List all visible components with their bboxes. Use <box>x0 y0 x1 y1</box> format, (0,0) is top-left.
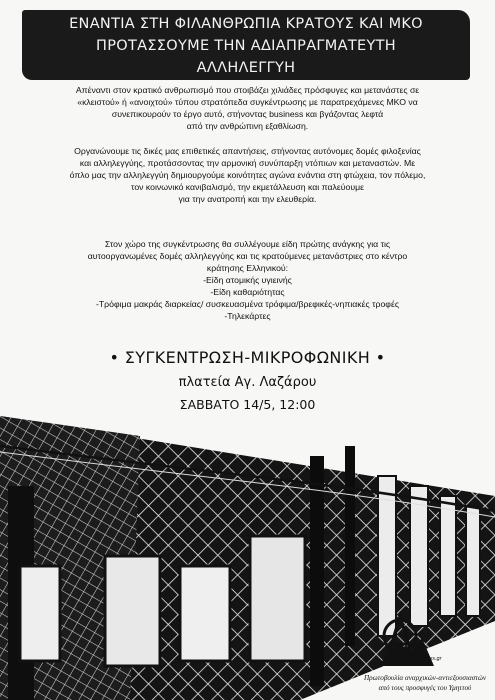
text-line: Απέναντι στον κρατικό ανθρωπισμό που στοιβάζει χιλιάδες πρόσφυγες και μετανάστες σε <box>75 85 420 95</box>
list-item: -Είδη ατομικής υγιεινής <box>203 275 292 285</box>
header-line-1: ΕΝΑΝΤΙΑ ΣΤΗ ΦΙΛΑΝΘΡΩΠΙΑ ΚΡΑΤΟΥΣ ΚΑΙ ΜΚΟ <box>69 16 423 32</box>
text-line: από την ανθρώπινη εξαθλίωση. <box>186 121 309 131</box>
block-letter <box>410 486 428 626</box>
organization-website: anarchypress.gr <box>402 656 442 662</box>
organization-signature <box>360 612 490 698</box>
text-line: για την ανατροπή και την ελευθερία. <box>178 194 317 204</box>
event-date: ΣΑΒΒΑΤΟ 14/5, 12:00 <box>179 397 316 412</box>
organization-subtitle: από τους προσφυγές του Υμηττού <box>378 684 472 692</box>
block-letter <box>20 566 60 661</box>
list-item: -Είδη καθαριότητας <box>210 287 285 297</box>
fence-post <box>345 446 355 646</box>
text-line: κράτησης Ελληνικού: <box>206 263 289 273</box>
list-item: -Τρόφιμα μακράς διαρκείας/ συσκευασμένα τρόφιμα/βρεφικές-νηπιακές τροφές <box>95 299 400 309</box>
block-letter <box>440 496 456 616</box>
collection-paragraph <box>14 238 481 322</box>
text-line: Στον χώρο της συγκέντρωσης θα συλλέγουμε είδη πρώτης ανάγκης για τις <box>104 239 391 249</box>
header-line-3: ΑΛΛΗΛΕΓΓΥΗ <box>196 60 296 76</box>
text-line: αυτοοργανωμένες δομές αλληλεγγύης και τις κρατούμενες μετανάστριες στο κέντρο <box>87 251 408 261</box>
text-line: «κλειστού» ή «ανοιχτού» τύπου στρατόπεδα συγκέντρωσης με παρατρεχάμενες ΜΚΟ να <box>77 97 418 107</box>
text-line: και αλληλεγγύης, προτάσσοντας την αρμονική συνύπαρξη ντόπιων και μεταναστών. Με <box>79 158 416 168</box>
organize-paragraph <box>14 145 481 205</box>
event-place: πλατεία Αγ. Λαζάρου <box>178 375 317 390</box>
header-line-2: ΠΡΟΤΑΣΣΟΥΜΕ ΤΗΝ ΑΔΙΑΠΡΑΓΜΑΤΕΥΤΗ <box>96 38 396 54</box>
block-letter <box>180 566 230 661</box>
text-line: Οργανώνουμε τις δικές μας επιθετικές απαντήσεις, στήνοντας αυτόνομες δομές φιλοξενίας <box>74 146 421 156</box>
block-letter <box>105 556 160 666</box>
text-line: τον κοινωνικό κανιβαλισμό, την εκμετάλλευση και παλεύουμε <box>131 182 364 192</box>
block-letter <box>466 506 480 616</box>
header-banner <box>22 10 470 80</box>
intro-paragraph <box>14 84 481 132</box>
organization-name: Πρωτοβουλία αναρχικών-αντιεξουσιαστών <box>363 674 487 682</box>
text-line: όπλο μας την αλληλεγγύη δημιουργούμε κοινότητες αγώνα ενάντια στη φτώχεια, τον πόλεμο, <box>69 170 426 180</box>
event-title: • ΣΥΓΚΕΝΤΡΩΣΗ-ΜΙΚΡΟΦΩΝΙΚΗ • <box>109 348 386 367</box>
block-letter <box>250 536 305 661</box>
text-line: συνεπικουρούν το έργο αυτό, στήνοντας business και βγάζοντας λεφτά <box>111 109 384 119</box>
list-item: -Τηλεκάρτες <box>224 311 271 321</box>
